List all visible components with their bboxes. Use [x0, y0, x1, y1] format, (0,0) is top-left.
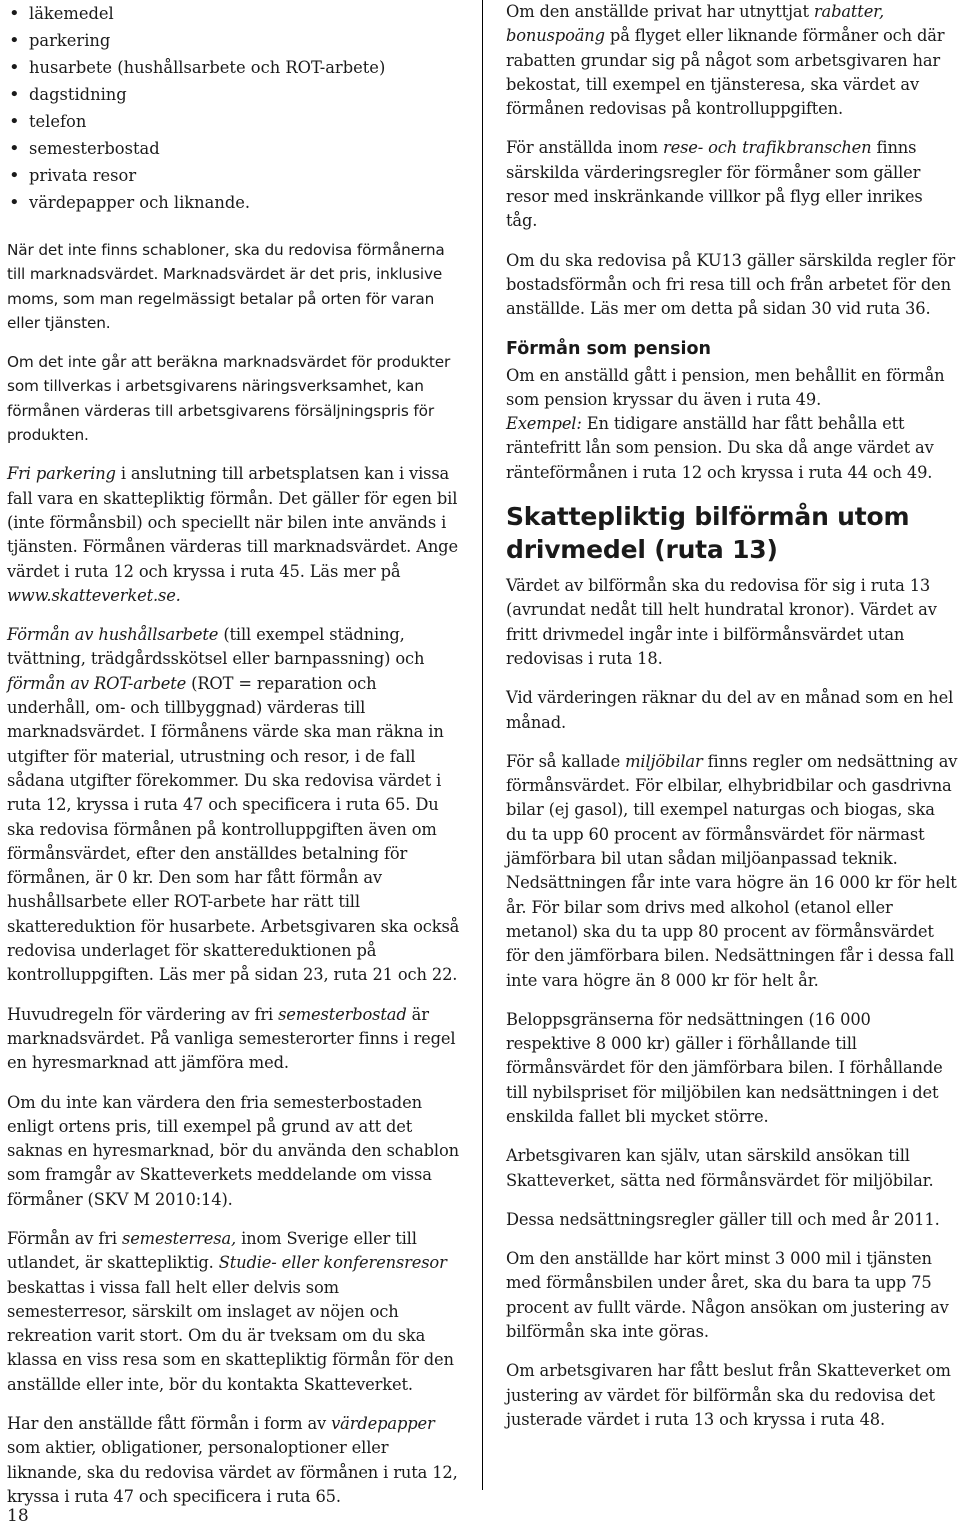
list-item: • dagstidning — [7, 81, 462, 108]
paragraph-eco-cars: För så kallade miljöbilar finns regler om nedsättning av förmånsvärdet. För elbilar, elhybridbilar och gasdrivna bilar (ej gasol), till exempel naturgas och biogas, ska du ta upp 60 procent av förmånsvärdet för närmast jämförbara bil utan sådan miljöanpassad teknik. Nedsättningen får inte vara högre än 16 000 kr för helt år. För bilar som drivs med alkohol (etanol eller metanol) ska du ta upp 80 procent av förmånsvärdet för den jämförbara bilen. Nedsättningen får i dessa fall inte vara högre än 8 000 kr för helt år. — [506, 751, 958, 990]
left-column — [7, 0, 462, 1509]
emphasis-term: Fri parkering — [7, 464, 116, 484]
paragraph-holiday-trip: Förmån av fri semesterresa, inom Sverige eller till utlandet, är skattepliktig. Studie- eller konferensresor beskattas i vissa fall helt eller delvis som semesterresor, särskilt om inslaget av nöjen och rekreation varit stort. Om du är tveksam om du ska klassa en viss resa som en skattepliktig förmån för den anställde eller inte, bör du kontakta Skatteverket. — [7, 1228, 454, 1394]
list-item: • husarbete (hushållsarbete och ROT-arbete) — [7, 54, 462, 81]
list-item: • semesterbostad — [7, 135, 462, 162]
paragraph-holiday-home: Huvudregeln för värdering av fri semesterbostad är marknadsvärdet. På vanliga semesterorter finns i regel en hyresmarknad att jämföra med. — [7, 1004, 456, 1073]
emphasis-term: Exempel: — [506, 414, 582, 434]
paragraph-bonus-points: Om den anställde privat har utnyttjat rabatter, bonuspoäng på flyget eller liknande förmåner och där rabatten grundar sig på något som arbetsgivaren har bekostat, till exempel en tjänsteresa, ska värdet av förmånen redovisas på kontrolluppgiften. — [506, 2, 945, 119]
emphasis-term: värdepapper — [331, 1414, 435, 1434]
paragraph-adjustment: Om arbetsgivaren har fått beslut från Skatteverket om justering av värdet för bilförmån ska du redovisa det justerade värdet i ruta 13 och kryssa i ruta 48. — [506, 1361, 951, 1429]
paragraph-holiday-home-schablon: Om du inte kan värdera den fria semesterbostaden enligt ortens pris, till exempel på grund av att det saknas en hyresmarknad, bör du använda den schablon som framgår av Skatteverkets meddelande om vissa förmåner (SKV M 2010:14). — [7, 1092, 459, 1209]
benefit-list — [7, 0, 462, 216]
emphasis-term: rabatter, bonuspoäng — [506, 2, 885, 46]
paragraph-pension: Om en anställd gått i pension, men behållit en förmån som pension kryssar du även i ruta 49. — [506, 365, 945, 409]
list-item: • värdepapper och liknande. — [7, 189, 462, 216]
column-divider — [482, 0, 483, 1490]
emphasis-term: rese- och trafikbranschen — [662, 138, 872, 158]
paragraph-employer-reduce: Arbetsgivaren kan själv, utan särskild ansökan till Skatteverket, sätta ned förmånsvärdet för miljöbilar. — [506, 1146, 934, 1190]
paragraph-valid-until: Dessa nedsättningsregler gäller till och med år 2011. — [506, 1209, 940, 1229]
list-item: • parkering — [7, 27, 462, 54]
paragraph-part-month: Vid värderingen räknar du del av en månad som en hel månad. — [506, 688, 954, 732]
list-item: • läkemedel — [7, 0, 462, 27]
emphasis-term: semesterbostad — [278, 1004, 407, 1024]
right-column — [506, 0, 958, 1432]
paragraph-parking: Fri parkering i anslutning till arbetsplatsen kan i vissa fall vara en skattepliktig förmån. Det gäller för egen bil (inte förmånsbil) och speciellt när bilen inte används i tjänsten. Förmånen värderas till marknadsvärdet. Ange värdet i ruta 12 och kryssa i ruta 45. Läs mer på www.skatteverket.se. — [7, 464, 458, 605]
page-number: 18 — [7, 1506, 29, 1526]
paragraph-amount-limits: Beloppsgränserna för nedsättningen (16 000 respektive 8 000 kr) gäller i förhållande till förmånsvärdet för den jämförbara bilen. I förhållande till nybilspriset för miljöbilen kan nedsättningen i det enskilda fallet bli mycket större. — [506, 1009, 943, 1126]
website-link[interactable]: www.skatteverket.se. — [7, 585, 181, 605]
paragraph-own-products: Om det inte går att beräkna marknadsvärdet för produkter som tillverkas i arbetsgivarens näringsverksamhet, kan förmånen värderas till arbetsgivarens försäljningspris för produkten. — [7, 353, 451, 445]
list-item: • privata resor — [7, 162, 462, 189]
emphasis-term: Förmån av hushållsarbete — [7, 625, 219, 645]
paragraph-household-work: Förmån av hushållsarbete (till exempel städning, tvättning, trädgårdsskötsel eller barnpassning) och förmån av ROT-arbete (ROT = reparation och underhåll, om- och tillbyggnad) värderas till marknadsvärdet. I förmånens värde ska man räkna in utgifter för material, utrustning och resor, i de fall sådana utgifter förekommer. Du ska redovisa värdet i ruta 12, kryssa i ruta 47 och specificera i ruta 65. Du ska redovisa förmånen på kontrolluppgiften även om förmånsvärdet, efter den anställdes betalning för förmånen, är 0 kr. Den som har fått förmån av hushållsarbete eller ROT-arbete har rätt till skattereduktion för husarbete. Arbetsgivaren ska också redovisa underlaget för skattereduktionen på kontrolluppgiften. Läs mer på sidan 23, ruta 21 och 22. — [7, 625, 460, 985]
heading-car-benefit: Skattepliktig bilförmån utom drivmedel (ruta 13) — [506, 502, 910, 565]
emphasis-term: semesterresa, — [121, 1228, 237, 1248]
paragraph-car-benefit: Värdet av bilförmån ska du redovisa för sig i ruta 13 (avrundat nedåt till helt hundratal kronor). Värdet av fritt drivmedel ingår inte i bilförmånsvärdet utan redovisas i ruta 18. — [506, 576, 937, 668]
paragraph-pension-example: Exempel: En tidigare anställd har fått behålla ett räntefritt lån som pension. Du ska då ange värdet av ränteförmånen i ruta 12 och kryssa i ruta 44 och 49. — [506, 414, 934, 482]
paragraph-travel-industry: För anställda inom rese- och trafikbranschen finns särskilda värderingsregler för förmåner som gäller resor med inskränkande villkor på flyg eller inrikes tåg. — [506, 138, 923, 231]
emphasis-term: miljöbilar — [625, 751, 703, 771]
paragraph-securities: Har den anställde fått förmån i form av värdepapper som aktier, obligationer, personaloptioner eller liknande, ska du redovisa värdet av förmånen i ruta 12, kryssa i ruta 47 och specificera i ruta 65. — [7, 1414, 458, 1506]
paragraph-market-value: När det inte finns schabloner, ska du redovisa förmånerna till marknadsvärdet. Marknadsvärdet är det pris, inklusive moms, som man regelmässigt betalar på orten för varan eller tjänsten. — [7, 241, 445, 332]
emphasis-term: förmån av ROT-arbete — [7, 673, 187, 693]
paragraph-ku13: Om du ska redovisa på KU13 gäller särskilda regler för bostadsförmån och fri resa till och från arbetet för den anställde. Läs mer om detta på sidan 30 vid ruta 36. — [506, 250, 956, 319]
emphasis-term: Studie- eller konferensresor — [218, 1253, 447, 1273]
heading-pension: Förmån som pension — [506, 338, 712, 359]
list-item: • telefon — [7, 108, 462, 135]
paragraph-mileage: Om den anställde har kört minst 3 000 mil i tjänsten med förmånsbilen under året, ska du bara ta upp 75 procent av fullt värde. Någon ansökan om justering av bilförmån ska inte göras. — [506, 1249, 949, 1342]
